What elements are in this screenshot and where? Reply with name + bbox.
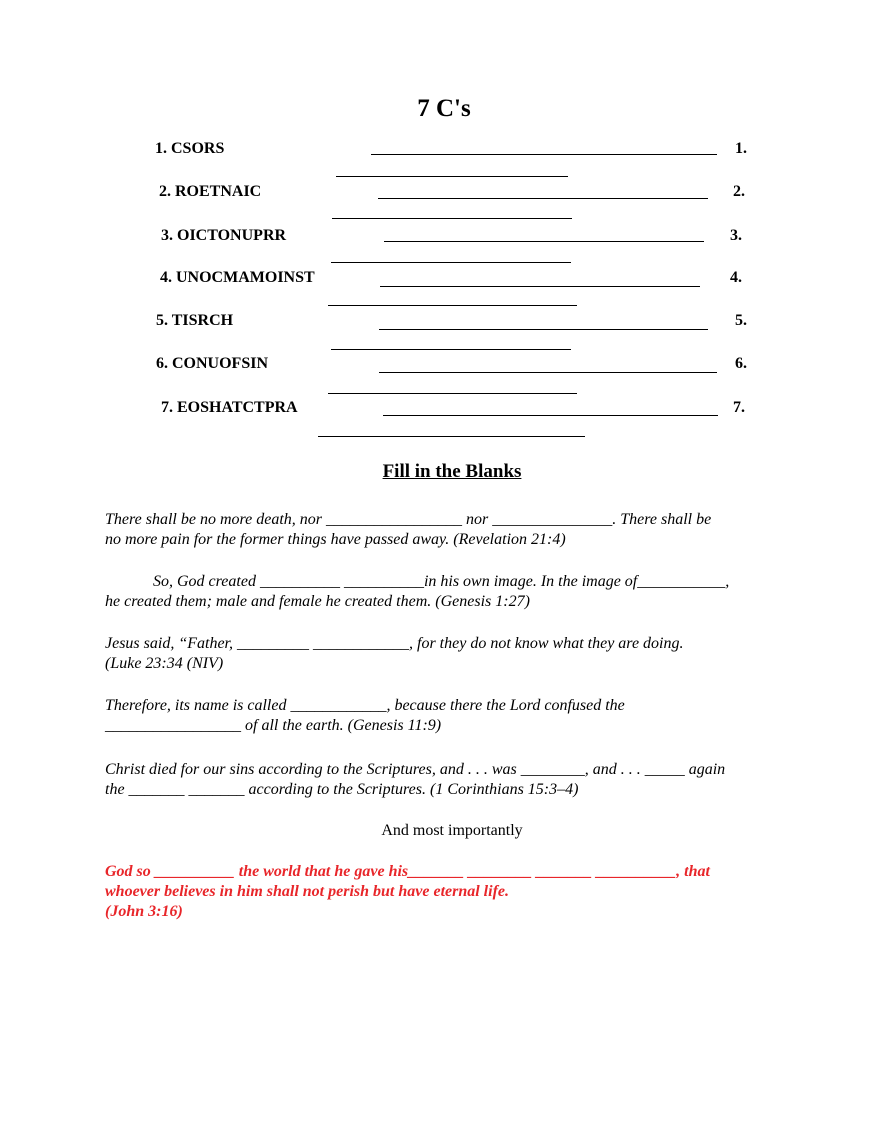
page-title: 7 C's (417, 95, 471, 122)
most-importantly-text: And most importantly (381, 822, 523, 839)
answer-line-1[interactable] (371, 154, 717, 155)
extra-line-3[interactable] (331, 262, 571, 263)
genesis-11-9-paragraph (105, 696, 805, 736)
answer-number-7: 7. (733, 399, 745, 416)
scramble-word-7: 7. EOSHATCTPRA (161, 399, 298, 416)
answer-line-4[interactable] (380, 286, 700, 287)
paragraph-line: Christ died for our sins according to the Scriptures, and . . . was ________, and . . . _____ again (105, 761, 726, 778)
paragraph-line: God so __________ the world that he gave his_______ ________ _______ __________, that (105, 863, 710, 880)
answer-number-3: 3. (730, 227, 742, 244)
extra-line-7[interactable] (318, 436, 585, 437)
paragraph-line (105, 572, 805, 592)
revelation-paragraph (105, 510, 805, 550)
answer-line-5[interactable] (379, 329, 708, 330)
answer-line-2[interactable] (378, 198, 708, 199)
paragraph-line: (Luke 23:34 (NIV) (105, 655, 224, 672)
extra-line-2[interactable] (332, 218, 572, 219)
answer-number-2: 2. (733, 183, 745, 200)
scramble-word-2: 2. ROETNAIC (159, 183, 262, 200)
paragraph-line: he created them; male and female he created them. (Genesis 1:27) (105, 593, 530, 610)
scramble-word-1: 1. CSORS (155, 140, 225, 157)
answer-line-3[interactable] (384, 241, 704, 242)
luke-paragraph (105, 634, 805, 674)
answer-number-5: 5. (735, 312, 747, 329)
scramble-word-3: 3. OICTONUPRR (161, 227, 287, 244)
corinthians-paragraph (105, 760, 805, 800)
extra-line-4[interactable] (328, 305, 577, 306)
paragraph-line: no more pain for the former things have passed away. (Revelation 21:4) (105, 531, 566, 548)
answer-line-7[interactable] (383, 415, 718, 416)
paragraph-line: whoever believes in him shall not perish but have eternal life. (105, 883, 509, 900)
scramble-word-4: 4. UNOCMAMOINST (160, 269, 315, 286)
paragraph-line: (John 3:16) (105, 903, 183, 920)
answer-number-4: 4. (730, 269, 742, 286)
extra-line-5[interactable] (331, 349, 571, 350)
paragraph-line: _________________ of all the earth. (Genesis 11:9) (105, 717, 442, 734)
john-3-16-paragraph (105, 862, 805, 922)
extra-line-6[interactable] (328, 393, 577, 394)
answer-number-6: 6. (735, 355, 747, 372)
scramble-word-6: 6. CONUOFSIN (156, 355, 269, 372)
answer-line-6[interactable] (379, 372, 717, 373)
extra-line-1[interactable] (336, 176, 568, 177)
paragraph-line: Therefore, its name is called ____________, because there the Lord confused the (105, 697, 625, 714)
scramble-word-5: 5. TISRCH (156, 312, 234, 329)
paragraph-line: There shall be no more death, nor _________________ nor _______________. There shall be (105, 511, 712, 528)
answer-number-1: 1. (735, 140, 747, 157)
fill-in-blanks-heading: Fill in the Blanks (382, 461, 522, 482)
paragraph-line: the _______ _______ according to the Scriptures. (1 Corinthians 15:3–4) (105, 781, 579, 798)
genesis-1-27-paragraph (105, 572, 805, 612)
paragraph-line: Jesus said, “Father, _________ ____________, for they do not know what they are doing. (105, 635, 684, 652)
paragraph-line-text: So, God created __________ __________in his own image. In the image of___________, (153, 573, 730, 590)
